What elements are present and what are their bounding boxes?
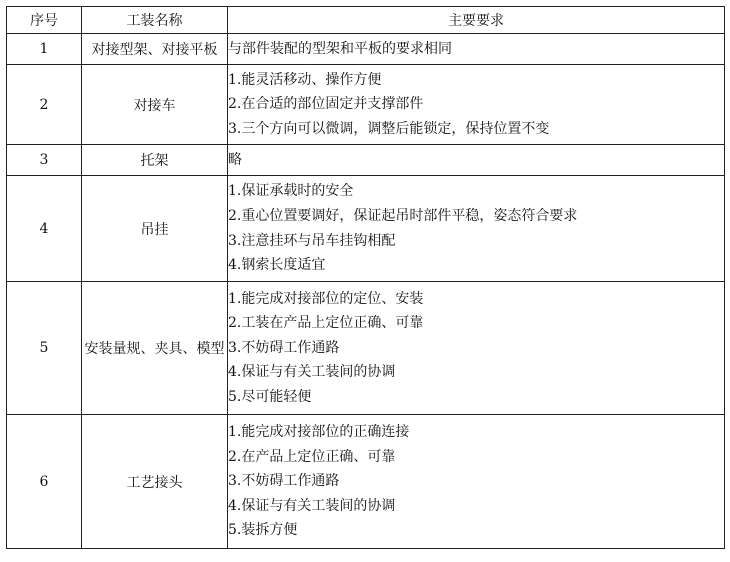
- requirement-line: 3.三个方向可以微调，调整后能锁定，保持位置不变: [228, 120, 550, 137]
- row-requirements: [228, 176, 725, 282]
- row-index: 4: [7, 176, 82, 282]
- requirement-line: 与部件装配的型架和平板的要求相同: [228, 41, 452, 57]
- requirement-line: 3.不妨碍工作通路: [228, 339, 340, 356]
- row-index: 3: [7, 145, 82, 176]
- row-requirements: [228, 415, 725, 549]
- row-name: 工艺接头: [82, 415, 228, 549]
- requirement-line: 1.能完成对接部位的正确连接: [228, 424, 410, 441]
- requirement-line: 2.工装在产品上定位正确、可靠: [228, 315, 424, 332]
- header-requirements: 主要要求: [228, 7, 725, 34]
- table-header: [7, 7, 725, 34]
- table-body: [7, 34, 725, 549]
- row-name: 对接车: [82, 65, 228, 145]
- requirement-line: 4.钢索长度适宜: [228, 257, 326, 274]
- table-row: [7, 34, 725, 65]
- row-name: 对接型架、对接平板: [82, 34, 228, 65]
- requirement-line: 5.装拆方便: [228, 522, 298, 539]
- table-row: [7, 145, 725, 176]
- requirement-line: 5.尽可能轻便: [228, 388, 312, 405]
- header-name: 工装名称: [82, 7, 228, 34]
- requirement-line: 1.保证承载时的安全: [228, 183, 354, 200]
- requirement-line: 2.在产品上定位正确、可靠: [228, 448, 396, 465]
- requirement-line: 3.注意挂环与吊车挂钩相配: [228, 232, 396, 249]
- table-row: [7, 282, 725, 415]
- row-requirements: [228, 34, 725, 65]
- table-row: [7, 415, 725, 549]
- requirement-line: 略: [228, 152, 242, 168]
- header-index: 序号: [7, 7, 82, 34]
- row-index: 6: [7, 415, 82, 549]
- tooling-requirements-table: [6, 6, 725, 549]
- table-row: [7, 176, 725, 282]
- requirement-line: 2.重心位置要调好，保证起吊时部件平稳，姿态符合要求: [228, 207, 578, 224]
- requirement-line: 2.在合适的部位固定并支撑部件: [228, 96, 424, 113]
- row-name: 吊挂: [82, 176, 228, 282]
- row-index: 5: [7, 282, 82, 415]
- row-requirements: [228, 282, 725, 415]
- requirement-line: 3.不妨碍工作通路: [228, 473, 340, 490]
- row-index: 2: [7, 65, 82, 145]
- row-name: 托架: [82, 145, 228, 176]
- row-requirements: [228, 65, 725, 145]
- row-index: 1: [7, 34, 82, 65]
- requirement-line: 1.能完成对接部位的定位、安装: [228, 290, 424, 307]
- requirement-line: 1.能灵活移动、操作方便: [228, 71, 382, 88]
- requirement-line: 4.保证与有关工装间的协调: [228, 497, 396, 514]
- row-name: 安装量规、夹具、模型: [82, 282, 228, 415]
- row-requirements: [228, 145, 725, 176]
- table-row: [7, 65, 725, 145]
- requirement-line: 4.保证与有关工装间的协调: [228, 364, 396, 381]
- header-row: [7, 7, 725, 34]
